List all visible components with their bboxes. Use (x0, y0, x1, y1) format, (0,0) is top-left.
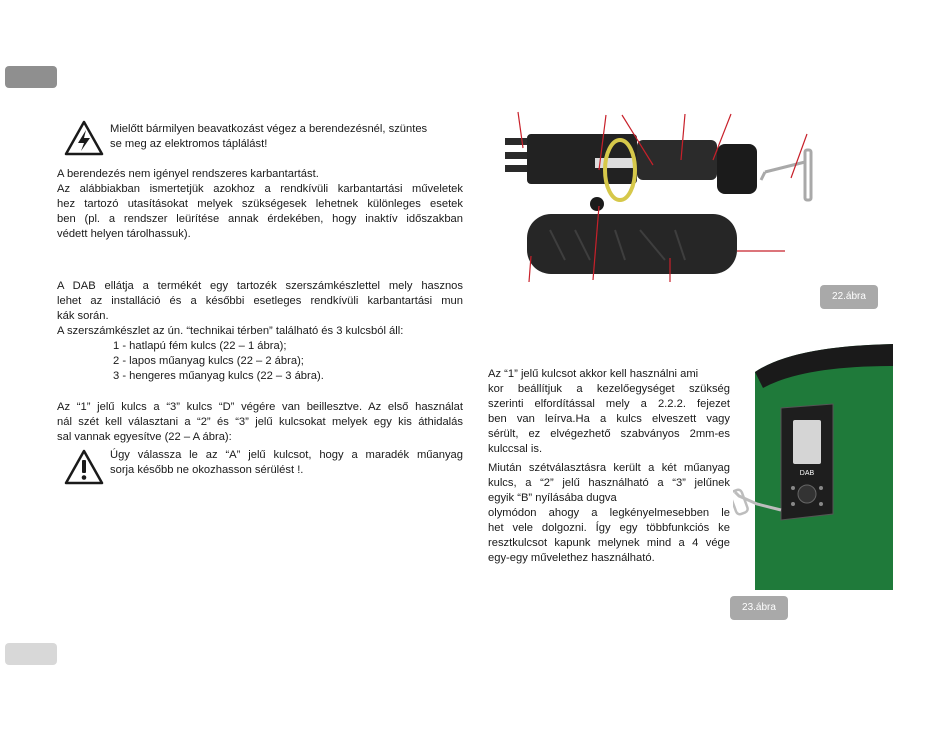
cylindrical-plastic-key (527, 214, 737, 274)
figure-23-label: 23.ábra (730, 596, 788, 620)
maintenance-line-2: Az alábbiakban ismertetjük azokhoz a rendkívüli karbantartási műveletek (57, 183, 463, 195)
right-para2-line-6: resztkulcsot kapunk melynek mind a 4 vége (488, 537, 730, 549)
key-list-item-3: 3 - hengeres műanyag kulcs (22 – 3 ábra). (113, 370, 324, 382)
key1-line-1: Az “1” jelű kulcs a “3” kulcs “D” végére van beillesztve. Az első használat (57, 401, 463, 413)
caution-icon (64, 449, 104, 485)
section-tab-bottom (5, 643, 57, 665)
warning1-line-1: Mielőtt bármilyen beavatkozást végez a berendezésnél, szüntes (110, 123, 428, 135)
key-list-item-2: 2 - lapos műanyag kulcs (22 – 2 ábra); (113, 355, 304, 367)
right-para2-line-2: kulcs, a “2” jelű használható a “3” jelűnek (488, 477, 730, 489)
maintenance-line-4: ben (pl. a rendszer leürítése annak érdekében, hogy inaktív időszakban (57, 213, 463, 225)
right-para2-line-3: egyik “B” nyílásába dugva (488, 492, 617, 504)
right-para1-line-3: szerinti elfordítással mely a 2.2.2. fejezet (488, 398, 730, 410)
warning1-line-2: se meg az elektromos táplálást! (110, 138, 268, 150)
hex-key (761, 162, 805, 180)
right-para2-line-1: Miután szétválasztásra került a két műanyag (488, 462, 730, 474)
toolkit-line-1: A DAB ellátja a termékét egy tartozék szerszámkészlettel mely hasznos (57, 280, 463, 292)
key1-line-2: nál szét kell választani a “2” és “3” jelű kulcsokat melyek egy kis áthidalás (57, 416, 463, 428)
maintenance-line-1: A berendezés nem igényel rendszeres karbantartást. (57, 168, 319, 180)
key-set-illustration (495, 110, 815, 290)
right-para2-line-4: olymódon ahogy a legkényelmesebben le (488, 507, 730, 519)
display-screen (793, 420, 821, 464)
right-para1-line-6: kulccsal is. (488, 443, 543, 455)
toolkit-line-3: kák során. (57, 310, 109, 322)
section-tab-top (5, 66, 57, 88)
maintenance-line-5: védett helyen tárolhassuk). (57, 228, 191, 240)
right-para2-line-5: het vele dolgozni. Így egy többfunkciós ke (488, 522, 730, 534)
right-para1-line-2: kor beállítjuk a kezelőegységet szükség (488, 383, 730, 395)
warning2-line-1: Úgy válassza le az “A” jelű kulcsot, hogy a maradék műanyag (110, 449, 463, 461)
key1-line-3: sal vannak egyesítve (22 – A ábra): (57, 431, 232, 443)
maintenance-line-3: hez tartozó utasításokat melyek szükségesek lehetnek különleges esetek (57, 198, 463, 210)
right-para1-line-4: ben van leírva.Ha a kulcs elveszett vagy (488, 413, 730, 425)
key-list-item-1: 1 - hatlapú fém kulcs (22 – 1 ábra); (113, 340, 287, 352)
electric-hazard-icon (64, 120, 104, 156)
right-para1-line-1: Az “1” jelű kulcsot akkor kell használni ami (488, 368, 699, 380)
toolkit-line-4: A szerszámkészlet az ún. “technikai térben” található és 3 kulcsból áll: (57, 325, 404, 337)
figure-22-label: 22.ábra (820, 285, 878, 309)
toolkit-line-2: lehet az installáció és a későbbi esetleges rendkívüli karbantartási mun (57, 295, 463, 307)
pump-illustration (733, 344, 893, 590)
right-para2-line-7: egy-egy művelethez használható. (488, 552, 655, 564)
warning2-line-2: sorja később ne okozhasson sérülést !. (110, 464, 304, 476)
right-para1-line-5: sérült, ez elvégezhető szabványos 2mm-es (488, 428, 730, 440)
panel-logo: DAB (799, 470, 815, 477)
